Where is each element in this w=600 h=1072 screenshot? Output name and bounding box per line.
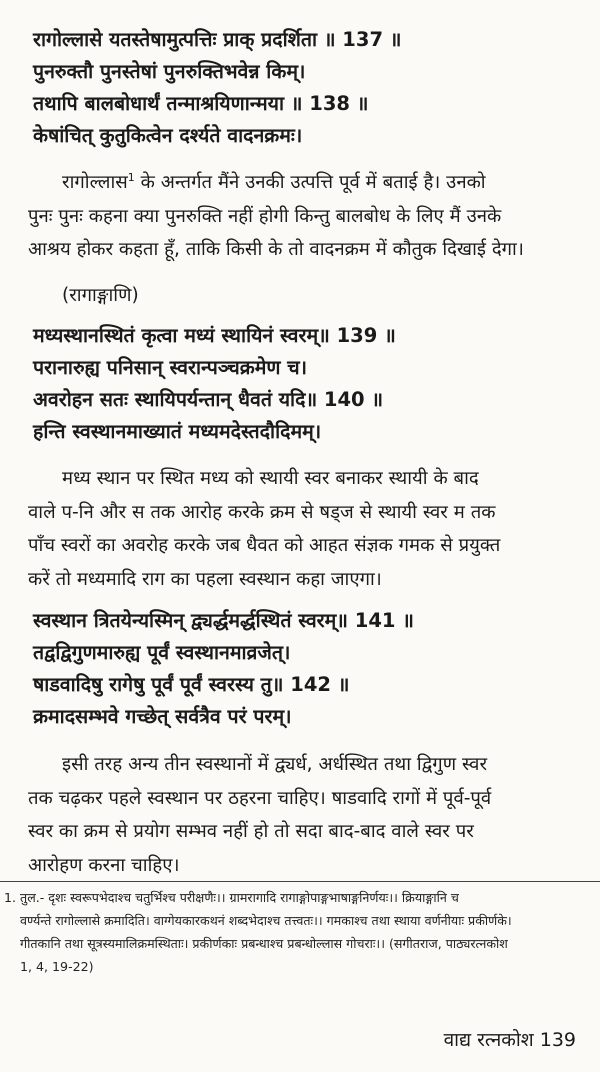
prose-line: तक चढ़कर पहले स्वस्थान पर ठहरना चाहिए। षाडवादि रागों में पूर्व-पूर्व	[28, 787, 492, 809]
prose-line: इसी तरह अन्य तीन स्वस्थानों में द्व्यर्ध, अर्धस्थित तथा द्विगुण स्वर	[62, 754, 488, 775]
footnote-marker: 1	[127, 170, 135, 184]
verse-line: क्रमादसम्भवे गच्छेत् सर्वत्रैव परं परम्।	[33, 705, 292, 728]
prose-line: आरोहण करना चाहिए।	[28, 854, 180, 876]
commentary-139-140	[28, 462, 578, 596]
verse-line: षाडवादिषु रागेषु पूर्वं पूर्वं स्वरस्य तु॥ 142 ॥	[33, 673, 350, 696]
verse-line: पुनरुक्तौ पुनस्तेषां पुनरुक्तिभवेन्न किम्।	[33, 60, 306, 83]
prose-line: स्वर का क्रम से प्रयोग सम्भव नहीं हो तो सदा बाद-बाद वाले स्वर पर	[28, 821, 474, 842]
section-heading: (रागाङ्गाणि)	[62, 285, 139, 306]
footnote-divider	[0, 881, 600, 882]
prose-line: आश्रय होकर कहता हूँ, ताकि किसी के तो वादनक्रम में कौतुक दिखाई देगा।	[28, 239, 524, 260]
prose-line: पुनः पुनः कहना क्या पुनरुक्ति नहीं होगी किन्तु बालबोध के लिए मैं उनके	[28, 205, 502, 227]
footnote-line: 1, 4, 19-22)	[20, 959, 94, 974]
verse-line: अवरोहन सतः स्थायिपर्यन्तान् धैवतं यदि॥ 140 ॥	[33, 388, 384, 411]
prose-line: वाले प-नि और स तक आरोह करके क्रम से षड्ज से स्थायी स्वर म तक	[28, 501, 496, 523]
verse-line: रागोल्लासे यतस्तेषामुत्पत्तिः प्राक् प्रदर्शिता ॥ 137 ॥	[33, 28, 402, 51]
verse-line: मध्यस्थानस्थितं कृत्वा मध्यं स्थायिनं स्वरम्॥ 139 ॥	[33, 324, 396, 347]
verse-line: परानारुह्य पनिसान् स्वरान्पञ्चक्रमेण च।	[33, 356, 308, 379]
verse-block-139-140	[33, 320, 580, 448]
prose-line: पाँच स्वरों का अवरोह करके जब धैवत को आहत संज्ञक गमक से प्रयुक्त	[28, 535, 501, 556]
prose-line: रागोल्लास$^1$ के अन्तर्गत मैंने उनकी उत्पत्ति पूर्व में बताई है। उनको	[62, 170, 486, 193]
prose-line: मध्य स्थान पर स्थित मध्य को स्थायी स्वर बनाकर स्थायी के बाद	[62, 468, 479, 489]
footnote-line: 1. तुल.- दृशः स्वरूपभेदाश्च चतुर्भिश्च परीक्षणैः।। ग्रामरागादि रागाङ्गोपाङ्गभाषाङ्गनिर्णयः।। क्रियाङ्गानि च	[4, 890, 459, 905]
footnote-line: वर्ण्यन्ते रागोल्लासे क्रमादिति। वाग्गेयकारकथनं शब्दभेदाश्च तत्त्वतः।। गमकाश्च तथा स्थाया वर्णनीयाः प्रकीर्णके।	[20, 913, 512, 928]
footnote	[4, 886, 588, 978]
commentary-137-138	[28, 166, 578, 267]
verse-line: तथापि बालबोधार्थं तन्माश्रयिणान्मया ॥ 138 ॥	[33, 92, 369, 115]
verse-block-137-138	[33, 24, 580, 152]
verse-line: हन्ति स्वस्थानमाख्यातं मध्यमदेस्तदौदिमम्।	[33, 420, 322, 443]
verse-line: तद्वद्विगुणमारुह्य पूर्वं स्वस्थानमाव्रजेत्।	[33, 641, 291, 664]
verse-line: स्वस्थान त्रितयेन्यस्मिन् द्व्यर्द्धमर्द्धस्थितं स्वरम्॥ 141 ॥	[33, 609, 414, 632]
commentary-141-142	[28, 748, 578, 882]
verse-line: केषांचित् कुतुकित्वेन दर्श्यते वादनक्रमः।	[33, 124, 303, 147]
footnote-line: गीतकानि तथा सूत्रस्यमालिक्रमस्थिताः। प्रकीर्णकाः प्रबन्धाश्च प्रबन्धोल्लास गोचराः।। (सगीतराज, पाठ्यरत्नकोश	[20, 936, 508, 951]
prose-line: करें तो मध्यमादि राग का पहला स्वस्थान कहा जाएगा।	[28, 568, 382, 590]
verse-block-141-142	[33, 605, 580, 733]
page-footer-folio: वाद्य रत्नकोश 139	[443, 1029, 576, 1051]
